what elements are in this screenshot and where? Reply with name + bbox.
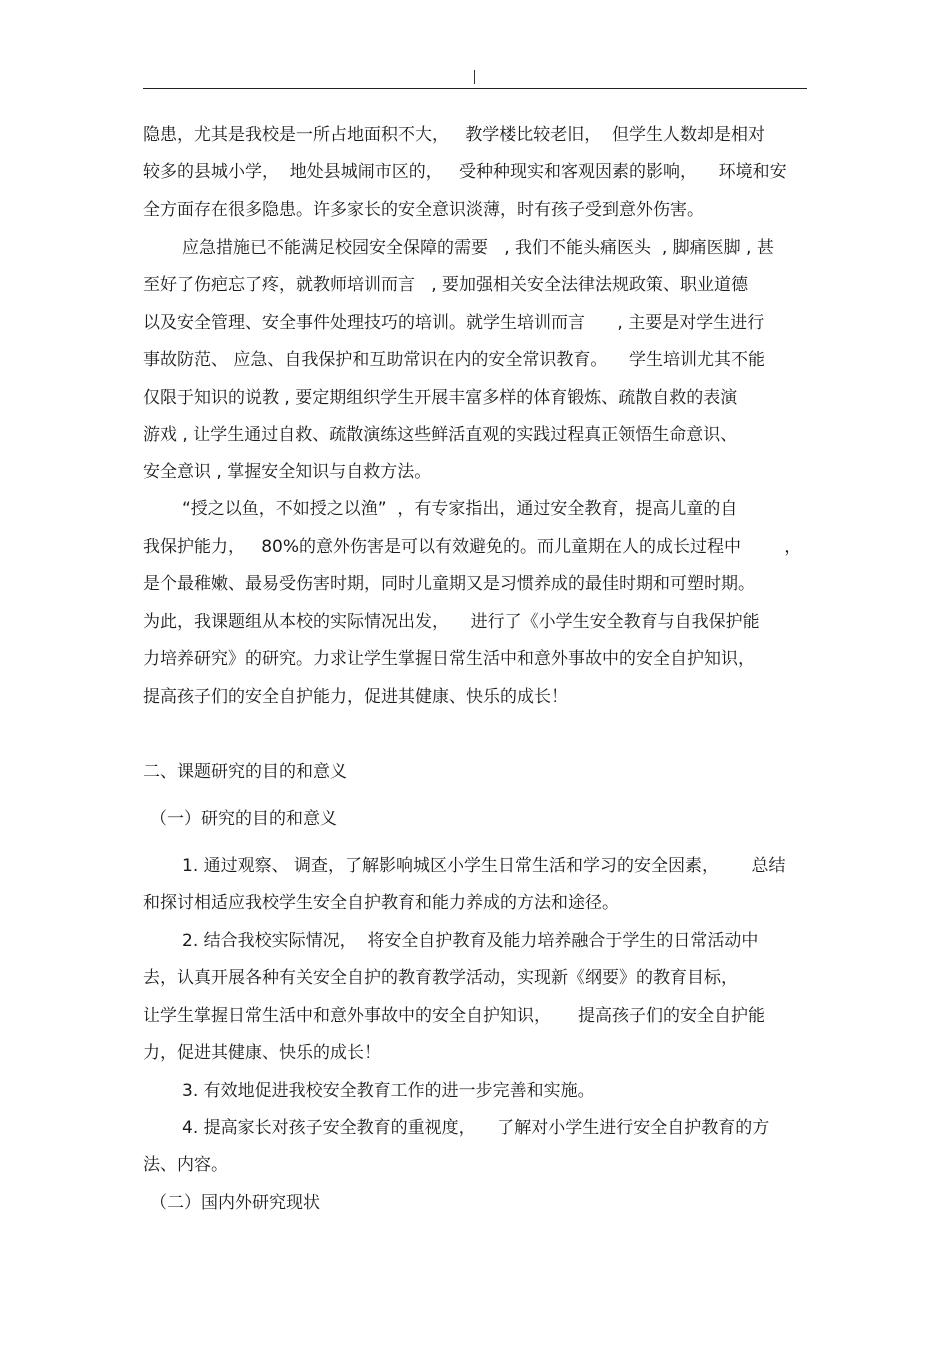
- list-item: 1. 通过观察、 调查，了解影响城区小学生日常生活和学习的安全因素， 总结: [182, 856, 786, 876]
- paragraph-line: 安全意识 , 掌握安全知识与自救方法。: [143, 462, 432, 482]
- list-item: 4. 提高家长对孩子安全教育的重视度， 了解对小学生进行安全自护教育的方: [182, 1118, 770, 1138]
- paragraph-line: 事故防范、 应急、自我保护和互助常识在内的安全常识教育。 学生培训尤其不能: [143, 350, 766, 370]
- paragraph-line: 法、内容。: [143, 1155, 228, 1175]
- paragraph-line: 和探讨相适应我校学生安全自护教育和能力养成的方法和途径。: [143, 893, 619, 913]
- paragraph-line: 力培养研究》的研究。力求让学生掌握日常生活中和意外事故中的安全自护知识，: [143, 649, 755, 669]
- paragraph-line: 仅限于知识的说教 , 要定期组织学生开展丰富多样的体育锻炼、疏散自救的表演: [143, 388, 738, 408]
- paragraph-line: 是个最稚嫩、最易受伤害时期，同时儿童期又是习惯养成的最佳时期和可塑时期。: [143, 574, 755, 594]
- header-rule: [143, 88, 807, 89]
- paragraph-line: 以及安全管理、安全事件处理技巧的培训。就学生培训而言 , 主要是对学生进行: [143, 313, 765, 333]
- paragraph-line: 力，促进其健康、快乐的成长！: [143, 1043, 381, 1063]
- paragraph-line: 让学生掌握日常生活中和意外事故中的安全自护知识， 提高孩子们的安全自护能: [143, 1006, 766, 1026]
- paragraph-line: 全方面存在很多隐患。许多家长的安全意识淡薄，时有孩子受到意外伤害。: [143, 200, 704, 220]
- paragraph-line: “授之以鱼，不如授之以渔” ，有专家指出，通过安全教育，提高儿童的自: [182, 499, 738, 519]
- paragraph-line: 至好了伤疤忘了疼，就教师培训而言 , 要加强相关安全法律法规政策、职业道德: [143, 275, 749, 295]
- subsection-heading: （二）国内外研究现状: [150, 1193, 320, 1213]
- paragraph-line: 隐患，尤其是我校是一所占地面积不大， 教学楼比较老旧， 但学生人数却是相对: [143, 125, 766, 145]
- list-item: 2. 结合我校实际情况， 将安全自护教育及能力培养融合于学生的日常活动中: [182, 931, 759, 951]
- paragraph-line: 为此，我课题组从本校的实际情况出发， 进行了《小学生安全教育与自我保护能: [143, 612, 760, 632]
- paragraph-line: 较多的县城小学， 地处县城闹市区的， 受种种现实和客观因素的影响， 环境和安: [143, 162, 787, 182]
- paragraph-line: 应急措施已不能满足校园安全保障的需要 , 我们不能头痛医头 , 脚痛医脚 , 甚: [182, 238, 774, 258]
- header-mark: [474, 70, 475, 84]
- paragraph-line: 我保护能力， 80%的意外伤害是可以有效避免的。而儿童期在人的成长过程中 ，: [143, 537, 802, 557]
- paragraph-line: 游戏 , 让学生通过自救、疏散演练这些鲜活直观的实践过程真正领悟生命意识、: [143, 425, 738, 445]
- list-item: 3. 有效地促进我校安全教育工作的进一步完善和实施。: [182, 1081, 595, 1101]
- section-heading: 二、课题研究的目的和意义: [143, 762, 347, 782]
- paragraph-line: 去，认真开展各种有关安全自护的教育教学活动，实现新《纲要》的教育目标，: [143, 968, 738, 988]
- paragraph-line: 提高孩子们的安全自护能力，促进其健康、快乐的成长！: [143, 687, 568, 707]
- subsection-heading: （一）研究的目的和意义: [150, 809, 337, 829]
